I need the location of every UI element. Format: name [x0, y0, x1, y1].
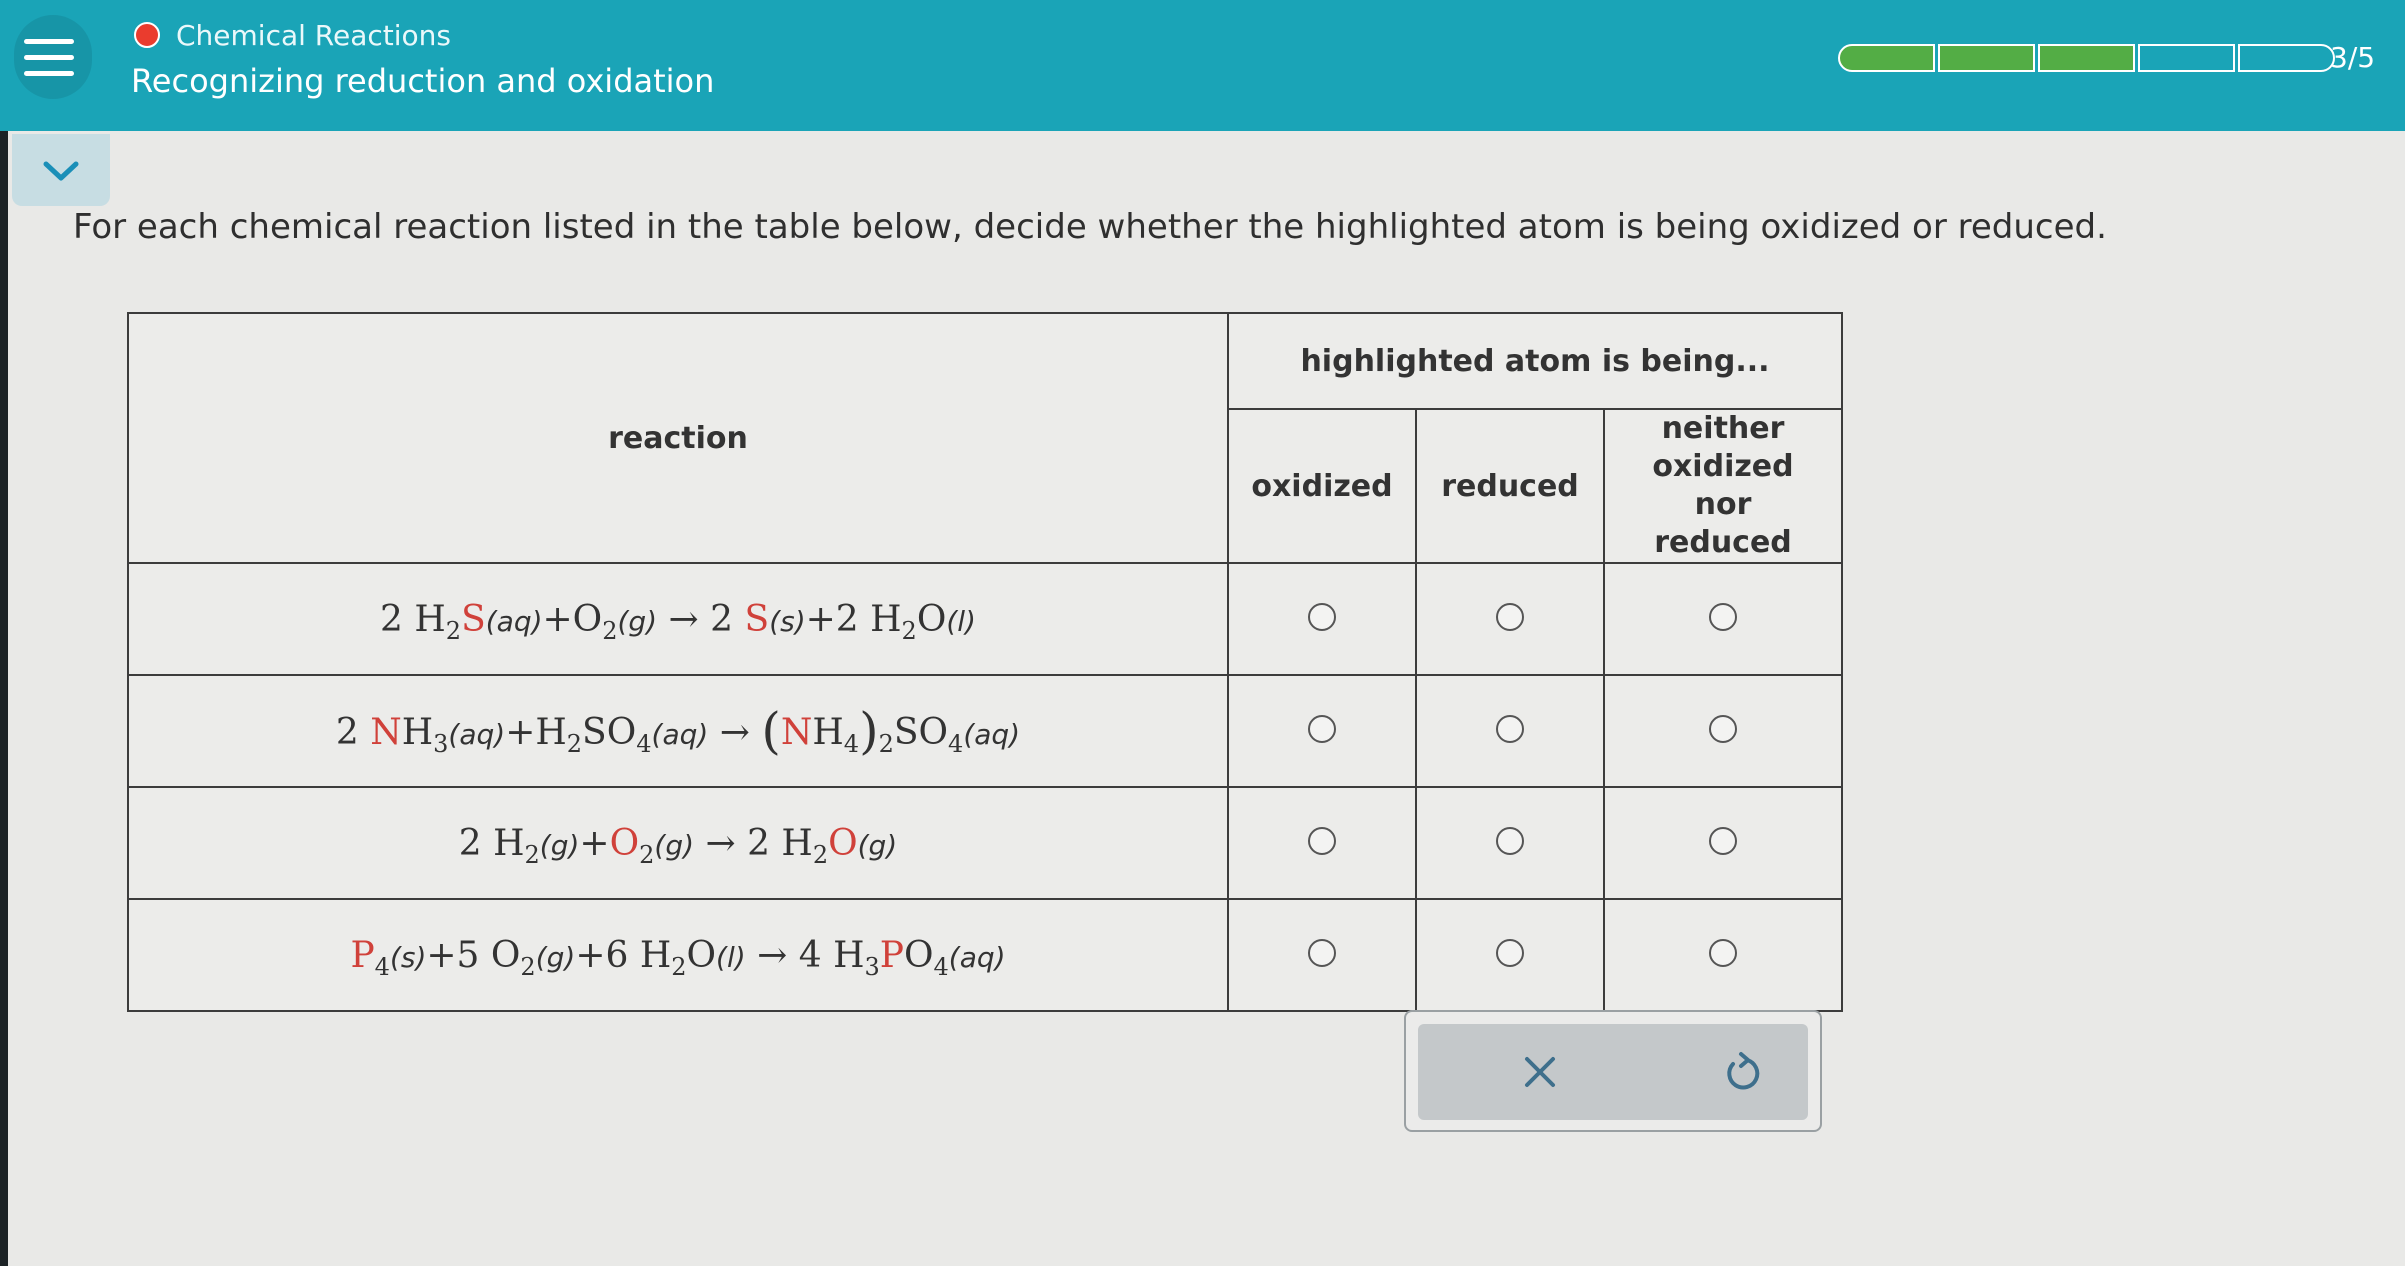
oxidized-radio[interactable]: [1308, 715, 1336, 743]
oxidized-radio[interactable]: [1308, 939, 1336, 967]
neither-radio[interactable]: [1709, 827, 1737, 855]
reduced-column-header: reduced: [1416, 409, 1604, 563]
oxidized-option[interactable]: [1228, 563, 1416, 675]
table-row: [128, 563, 1842, 675]
neither-option[interactable]: [1604, 563, 1842, 675]
reduced-option[interactable]: [1416, 787, 1604, 899]
reaction-cell: [128, 787, 1228, 899]
undo-icon: [1711, 1042, 1771, 1102]
progress-segment: [1938, 44, 2035, 72]
neither-option[interactable]: [1604, 787, 1842, 899]
neither-column-header: [1604, 409, 1842, 563]
neither-radio[interactable]: [1709, 939, 1737, 967]
neither-label: neither oxidized nor reduced: [1652, 411, 1794, 560]
reaction-equation: 2 $NH_3(aq)+H_2SO_4(aq) \to (NH_4)_2SO_4(aq)$: [335, 702, 1021, 760]
table-row: [128, 675, 1842, 787]
oxidized-option[interactable]: [1228, 787, 1416, 899]
reduced-option[interactable]: [1416, 563, 1604, 675]
progress-segment: [2138, 44, 2235, 72]
clear-icon: [1510, 1042, 1570, 1102]
reduced-radio[interactable]: [1496, 827, 1524, 855]
oxidized-column-header: oxidized: [1228, 409, 1416, 563]
reaction-equation: $P_4(s)+5$ $O_2(g)+6$ $H_2O(l) \to 4$ $H_3PO_4(aq)$: [350, 934, 1006, 981]
reduced-radio[interactable]: [1496, 715, 1524, 743]
neither-option[interactable]: [1604, 899, 1842, 1011]
reaction-table: [127, 312, 1843, 1012]
screen-edge: [0, 0, 8, 1266]
undo-button[interactable]: [1711, 1042, 1771, 1102]
reaction-equation: 2 $H_2(g)+O_2(g) \to 2$ $H_2O(g)$: [458, 822, 898, 869]
neither-radio[interactable]: [1709, 603, 1737, 631]
instruction-text: For each chemical reaction listed in the table below, decide whether the highlighted atom is being oxidized or reduced.: [73, 207, 2107, 247]
category-label: Chemical Reactions: [176, 19, 452, 52]
neither-radio[interactable]: [1709, 715, 1737, 743]
progress-segment: [2038, 44, 2135, 72]
topic-title: Recognizing reduction and oxidation: [131, 62, 715, 100]
answer-actions: [1418, 1024, 1808, 1120]
group-header: highlighted atom is being...: [1228, 313, 1842, 409]
reaction-column-header: reaction: [128, 313, 1228, 563]
oxidized-option[interactable]: [1228, 899, 1416, 1011]
reduced-radio[interactable]: [1496, 939, 1524, 967]
progress-bar: [1838, 44, 2338, 72]
reaction-equation: 2 $H_2S(aq)+O_2(g) \to 2$ S(s)+2 $H_2O(l)$: [380, 598, 976, 645]
table-row: [128, 899, 1842, 1011]
reaction-cell: [128, 563, 1228, 675]
reduced-option[interactable]: [1416, 899, 1604, 1011]
collapse-toggle-button[interactable]: [12, 134, 110, 206]
reaction-cell: [128, 899, 1228, 1011]
progress-segment: [2238, 44, 2335, 72]
header-bar: [0, 0, 2405, 131]
chevron-down-icon: [12, 134, 110, 206]
progress-count: 3/5: [2330, 41, 2376, 74]
menu-icon[interactable]: [14, 15, 92, 99]
neither-option[interactable]: [1604, 675, 1842, 787]
reaction-cell: [128, 675, 1228, 787]
oxidized-option[interactable]: [1228, 675, 1416, 787]
answer-actions-panel: [1404, 1010, 1822, 1132]
clear-button[interactable]: [1510, 1042, 1570, 1102]
reduced-option[interactable]: [1416, 675, 1604, 787]
category-status-icon: [134, 22, 160, 48]
progress-segment: [1838, 44, 1935, 72]
oxidized-radio[interactable]: [1308, 603, 1336, 631]
table-row: [128, 787, 1842, 899]
oxidized-radio[interactable]: [1308, 827, 1336, 855]
reduced-radio[interactable]: [1496, 603, 1524, 631]
